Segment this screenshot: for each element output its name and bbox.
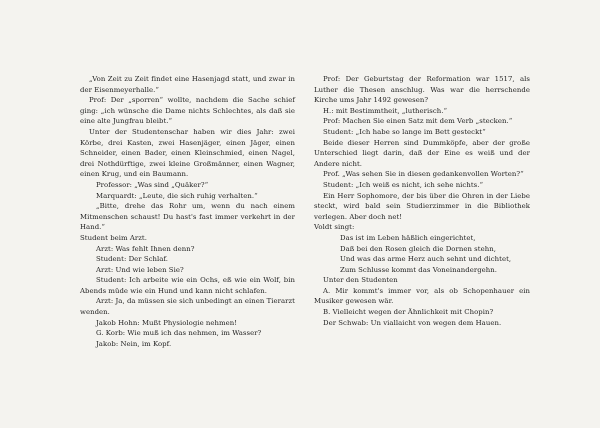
paragraph: Arzt: Ja, da müssen sie sich unbedingt an einen Tierarzt wenden. (80, 297, 295, 317)
paragraph: Student: „Ich weiß es nicht, ich sehe nichts.“ (323, 180, 484, 189)
paragraph: Arzt: Und wie leben Sie? (96, 265, 184, 274)
verse-line: Zum Schlusse kommt das Voneinandergehn. (340, 265, 498, 274)
paragraph: Unter der Studentenschar haben wir dies Jahr: zwei Körbe, drei Kasten, zwei Hasenjäger, einen Jäger, einen Schneider, einen Bader, einen Kleinschmied, einen Nagel, drei Nothdürftige, zwei kleine Großmänner, einen Wagner, einen Krug, und ein Baumann. (80, 127, 295, 179)
paragraph: Prof: Der Geburtstag der Reformation war 1517, als Luther die Thesen anschlug. Was war die herrschende Kirche ums Jahr 1492 gewesen? (314, 75, 530, 105)
verse-line: Das ist im Leben häßlich eingerichtet, (340, 233, 476, 242)
paragraph: Jakob: Nein, im Kopf. (96, 339, 172, 348)
paragraph: Prof: Machen Sie einen Satz mit dem Verb „stecken.“ (323, 117, 513, 126)
paragraph: Voldt singt: (314, 223, 355, 232)
paragraph: Unter den Studenten (323, 276, 398, 285)
paragraph: Der Schwab: Un viallaicht von wegen dem Hauen. (323, 318, 502, 327)
paragraph: Beide dieser Herren sind Dummköpfe, aber der große Unterschied liegt darin, daß der Eine es weiß und der Andere nicht. (314, 138, 530, 168)
paragraph: Prof. „Was sehen Sie in diesen gedankenvollen Worten?“ (323, 170, 524, 179)
paragraph: Student: „Ich habe so lange im Bett gesteckt“ (323, 127, 486, 136)
paragraph: H.: mit Bestimmtheit, „lutherisch.“ (323, 106, 448, 115)
verse-line: Und was das arme Herz auch sehnt und dichtet, (340, 255, 512, 264)
paragraph: Prof: Der „sporren“ wollte, nachdem die Sache schief ging: „ich wünsche die Dame nichts Schlechtes, als daß sie eine alte Jungfrau bleibt.“ (80, 96, 295, 126)
paragraph: A. Mir kommt's immer vor, als ob Schopenhauer ein Musiker gewesen wär. (314, 286, 530, 306)
paragraph: Student beim Arzt. (80, 233, 147, 242)
paragraph: Marquardt: „Leute, die sich ruhig verhalten.“ (96, 191, 258, 200)
paragraph: B. Vielleicht wegen der Ähnlichkeit mit Chopin? (323, 308, 494, 317)
left-column (80, 74, 295, 349)
paragraph: „Von Zeit zu Zeit findet eine Hasenjagd statt, und zwar in der Eisenmeyerhalle.“ (80, 75, 295, 94)
paragraph: G. Korb: Wie muß ich das nehmen, im Wasser? (96, 329, 262, 338)
paragraph: Ein Herr Sophomore, der bis über die Ohren in der Liebe steckt, wird bald sein Studierzimmer in die Bibliothek verlegen. Aber doch net! (314, 191, 530, 221)
paragraph: Jakob Hohn: Mußt Physiologie nehmen! (96, 318, 238, 327)
paragraph: Professor: „Was sind „Quäker?“ (96, 180, 209, 189)
paragraph: Student: Ich arbeite wie ein Ochs, eß wie ein Wolf, bin Abends müde wie ein Hund und kann nicht schlafen. (80, 276, 295, 295)
verse-line: Daß bei den Rosen gleich die Dornen stehn, (340, 244, 496, 253)
paragraph: Arzt: Was fehlt Ihnen denn? (96, 244, 195, 253)
paragraph: „Bitte, drehe das Rohr um, wenn du nach einem Mitmenschen schaust! Du hast's fast immer verkehrt in der Hand.“ (80, 202, 295, 232)
right-column (314, 74, 530, 328)
paragraph: Student: Der Schlaf. (96, 255, 169, 264)
